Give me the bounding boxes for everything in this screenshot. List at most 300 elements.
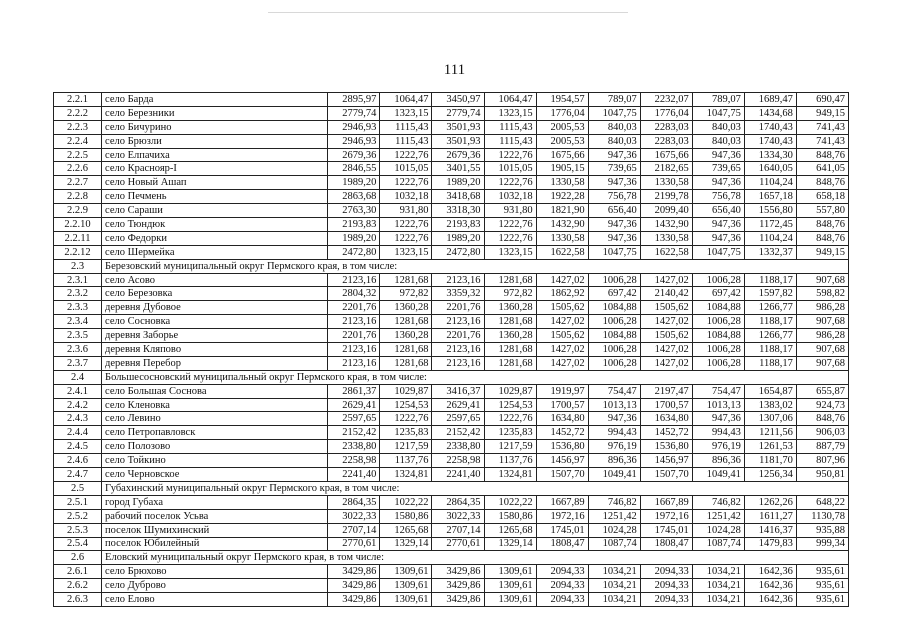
value-cell: 2123,16 xyxy=(432,356,484,370)
value-cell: 1323,15 xyxy=(380,245,432,259)
row-code: 2.4.1 xyxy=(54,384,102,398)
value-cell: 947,36 xyxy=(588,218,640,232)
value-cell: 931,80 xyxy=(484,204,536,218)
settlement-name: деревня Перебор xyxy=(102,356,328,370)
settlement-name: поселок Шумихинский xyxy=(102,523,328,537)
value-cell: 1115,43 xyxy=(484,120,536,134)
value-cell: 2094,33 xyxy=(536,565,588,579)
value-cell: 1642,36 xyxy=(744,565,796,579)
tariff-table xyxy=(53,92,849,607)
value-cell: 1034,21 xyxy=(692,593,744,607)
value-cell: 1536,80 xyxy=(640,440,692,454)
value-cell: 947,36 xyxy=(692,176,744,190)
value-cell: 739,65 xyxy=(588,162,640,176)
value-cell: 2338,80 xyxy=(328,440,380,454)
value-cell: 2946,93 xyxy=(328,134,380,148)
value-cell: 1309,61 xyxy=(380,579,432,593)
value-cell: 1034,21 xyxy=(588,593,640,607)
value-cell: 1084,88 xyxy=(588,329,640,343)
table-row xyxy=(54,204,849,218)
value-cell: 1222,76 xyxy=(380,231,432,245)
value-cell: 1330,58 xyxy=(536,231,588,245)
value-cell: 746,82 xyxy=(692,495,744,509)
row-code: 2.4.4 xyxy=(54,426,102,440)
value-cell: 848,76 xyxy=(796,148,848,162)
value-cell: 598,82 xyxy=(796,287,848,301)
value-cell: 3429,86 xyxy=(328,579,380,593)
row-code: 2.2.5 xyxy=(54,148,102,162)
value-cell: 1329,14 xyxy=(484,537,536,551)
value-cell: 994,43 xyxy=(588,426,640,440)
table-row xyxy=(54,384,849,398)
table-row xyxy=(54,93,849,107)
value-cell: 1675,66 xyxy=(536,148,588,162)
value-cell: 1507,70 xyxy=(640,468,692,482)
value-cell: 1479,83 xyxy=(744,537,796,551)
value-cell: 848,76 xyxy=(796,231,848,245)
value-cell: 2338,80 xyxy=(432,440,484,454)
value-cell: 976,19 xyxy=(692,440,744,454)
row-code: 2.3.3 xyxy=(54,301,102,315)
row-code: 2.5 xyxy=(54,481,102,495)
value-cell: 1006,28 xyxy=(588,343,640,357)
value-cell: 947,36 xyxy=(692,412,744,426)
row-code: 2.6.1 xyxy=(54,565,102,579)
value-cell: 2140,42 xyxy=(640,287,692,301)
settlement-name: поселок Юбилейный xyxy=(102,537,328,551)
value-cell: 656,40 xyxy=(692,204,744,218)
table-row xyxy=(54,120,849,134)
value-cell: 2258,98 xyxy=(432,454,484,468)
table-row xyxy=(54,593,849,607)
value-cell: 1427,02 xyxy=(640,273,692,287)
value-cell: 1047,75 xyxy=(692,245,744,259)
settlement-name: село Сосновка xyxy=(102,315,328,329)
table-row xyxy=(54,412,849,426)
value-cell: 1047,75 xyxy=(588,106,640,120)
settlement-name: село Брюхово xyxy=(102,565,328,579)
value-cell: 1821,90 xyxy=(536,204,588,218)
settlement-name: деревня Дубовое xyxy=(102,301,328,315)
value-cell: 3429,86 xyxy=(432,579,484,593)
value-cell: 655,87 xyxy=(796,384,848,398)
value-cell: 3022,33 xyxy=(432,509,484,523)
value-cell: 1642,36 xyxy=(744,579,796,593)
value-cell: 3501,93 xyxy=(432,120,484,134)
value-cell: 1087,74 xyxy=(692,537,744,551)
row-code: 2.3.1 xyxy=(54,273,102,287)
value-cell: 1309,61 xyxy=(380,593,432,607)
value-cell: 1034,21 xyxy=(588,565,640,579)
value-cell: 1611,27 xyxy=(744,509,796,523)
row-code: 2.2.10 xyxy=(54,218,102,232)
value-cell: 1324,81 xyxy=(484,468,536,482)
value-cell: 986,28 xyxy=(796,329,848,343)
value-cell: 1905,15 xyxy=(536,162,588,176)
scan-artifact-line xyxy=(268,12,628,13)
value-cell: 2770,61 xyxy=(328,537,380,551)
value-cell: 1740,43 xyxy=(744,134,796,148)
settlement-name: рабочий поселок Усьва xyxy=(102,509,328,523)
table-row xyxy=(54,301,849,315)
value-cell: 2763,30 xyxy=(328,204,380,218)
value-cell: 1281,68 xyxy=(484,273,536,287)
table-row xyxy=(54,440,849,454)
value-cell: 641,05 xyxy=(796,162,848,176)
value-cell: 1235,83 xyxy=(380,426,432,440)
settlement-name: село Шермейка xyxy=(102,245,328,259)
page-number: 111 xyxy=(443,62,466,78)
section-title: Большесосновский муниципальный округ Пермского края, в том числе: xyxy=(102,370,849,384)
value-cell: 1383,02 xyxy=(744,398,796,412)
value-cell: 1022,22 xyxy=(484,495,536,509)
value-cell: 1507,70 xyxy=(536,468,588,482)
value-cell: 1329,14 xyxy=(380,537,432,551)
value-cell: 3418,68 xyxy=(432,190,484,204)
settlement-name: село Полозово xyxy=(102,440,328,454)
value-cell: 950,81 xyxy=(796,468,848,482)
row-code: 2.2.12 xyxy=(54,245,102,259)
value-cell: 907,68 xyxy=(796,273,848,287)
value-cell: 1972,16 xyxy=(640,509,692,523)
value-cell: 2094,33 xyxy=(536,579,588,593)
value-cell: 1427,02 xyxy=(640,356,692,370)
value-cell: 1049,41 xyxy=(692,468,744,482)
settlement-name: село Большая Соснова xyxy=(102,384,328,398)
value-cell: 2864,35 xyxy=(328,495,380,509)
value-cell: 2258,98 xyxy=(328,454,380,468)
row-code: 2.3.7 xyxy=(54,356,102,370)
value-cell: 3450,97 xyxy=(432,93,484,107)
value-cell: 1360,28 xyxy=(484,301,536,315)
value-cell: 1700,57 xyxy=(640,398,692,412)
value-cell: 947,36 xyxy=(588,412,640,426)
value-cell: 1222,76 xyxy=(484,148,536,162)
value-cell: 1989,20 xyxy=(432,176,484,190)
value-cell: 557,80 xyxy=(796,204,848,218)
value-cell: 1222,76 xyxy=(380,218,432,232)
value-cell: 1281,68 xyxy=(380,343,432,357)
value-cell: 2094,33 xyxy=(536,593,588,607)
row-code: 2.4 xyxy=(54,370,102,384)
value-cell: 1281,68 xyxy=(484,343,536,357)
value-cell: 1332,37 xyxy=(744,245,796,259)
row-code: 2.3.6 xyxy=(54,343,102,357)
value-cell: 1006,28 xyxy=(692,273,744,287)
table-row xyxy=(54,148,849,162)
value-cell: 949,15 xyxy=(796,106,848,120)
row-code: 2.2.4 xyxy=(54,134,102,148)
value-cell: 906,03 xyxy=(796,426,848,440)
value-cell: 1281,68 xyxy=(484,315,536,329)
value-cell: 1254,53 xyxy=(484,398,536,412)
value-cell: 1115,43 xyxy=(380,134,432,148)
value-cell: 2472,80 xyxy=(328,245,380,259)
value-cell: 1989,20 xyxy=(328,231,380,245)
value-cell: 2201,76 xyxy=(328,301,380,315)
table-row xyxy=(54,454,849,468)
value-cell: 658,18 xyxy=(796,190,848,204)
value-cell: 2123,16 xyxy=(432,343,484,357)
value-cell: 2182,65 xyxy=(640,162,692,176)
value-cell: 1115,43 xyxy=(484,134,536,148)
value-cell: 1256,34 xyxy=(744,468,796,482)
value-cell: 1104,24 xyxy=(744,176,796,190)
value-cell: 1330,58 xyxy=(640,231,692,245)
value-cell: 2199,78 xyxy=(640,190,692,204)
settlement-name: село Березовка xyxy=(102,287,328,301)
value-cell: 1047,75 xyxy=(692,106,744,120)
table-row xyxy=(54,162,849,176)
value-cell: 2283,03 xyxy=(640,120,692,134)
value-cell: 2779,74 xyxy=(328,106,380,120)
row-code: 2.2.3 xyxy=(54,120,102,134)
value-cell: 2679,36 xyxy=(328,148,380,162)
value-cell: 741,43 xyxy=(796,134,848,148)
value-cell: 907,68 xyxy=(796,315,848,329)
value-cell: 935,61 xyxy=(796,579,848,593)
value-cell: 2804,32 xyxy=(328,287,380,301)
value-cell: 1217,59 xyxy=(484,440,536,454)
value-cell: 848,76 xyxy=(796,176,848,190)
value-cell: 1776,04 xyxy=(640,106,692,120)
value-cell: 1745,01 xyxy=(536,523,588,537)
row-code: 2.4.6 xyxy=(54,454,102,468)
value-cell: 1667,89 xyxy=(536,495,588,509)
value-cell: 1188,17 xyxy=(744,273,796,287)
value-cell: 1323,15 xyxy=(484,106,536,120)
row-code: 2.5.4 xyxy=(54,537,102,551)
value-cell: 1432,90 xyxy=(640,218,692,232)
value-cell: 1427,02 xyxy=(640,315,692,329)
value-cell: 2123,16 xyxy=(328,273,380,287)
value-cell: 1265,68 xyxy=(380,523,432,537)
row-code: 2.4.2 xyxy=(54,398,102,412)
value-cell: 697,42 xyxy=(692,287,744,301)
value-cell: 999,34 xyxy=(796,537,848,551)
value-cell: 1262,26 xyxy=(744,495,796,509)
value-cell: 1360,28 xyxy=(380,329,432,343)
value-cell: 1427,02 xyxy=(536,273,588,287)
table-row xyxy=(54,218,849,232)
settlement-name: село Брюзли xyxy=(102,134,328,148)
value-cell: 1281,68 xyxy=(380,356,432,370)
value-cell: 896,36 xyxy=(588,454,640,468)
value-cell: 1222,76 xyxy=(380,148,432,162)
value-cell: 1029,87 xyxy=(380,384,432,398)
value-cell: 2597,65 xyxy=(432,412,484,426)
value-cell: 1309,61 xyxy=(484,565,536,579)
value-cell: 947,36 xyxy=(588,176,640,190)
section-row xyxy=(54,259,849,273)
table-row xyxy=(54,356,849,370)
value-cell: 1015,05 xyxy=(380,162,432,176)
table-row xyxy=(54,245,849,259)
value-cell: 1622,58 xyxy=(640,245,692,259)
value-cell: 1084,88 xyxy=(588,301,640,315)
table-row xyxy=(54,579,849,593)
value-cell: 935,61 xyxy=(796,565,848,579)
value-cell: 1084,88 xyxy=(692,301,744,315)
table-row xyxy=(54,398,849,412)
value-cell: 2597,65 xyxy=(328,412,380,426)
value-cell: 1013,13 xyxy=(588,398,640,412)
value-cell: 1505,62 xyxy=(536,329,588,343)
settlement-name: деревня Заборье xyxy=(102,329,328,343)
row-code: 2.2.1 xyxy=(54,93,102,107)
value-cell: 1032,18 xyxy=(484,190,536,204)
value-cell: 947,36 xyxy=(588,231,640,245)
value-cell: 1235,83 xyxy=(484,426,536,440)
row-code: 2.5.3 xyxy=(54,523,102,537)
row-code: 2.2.9 xyxy=(54,204,102,218)
value-cell: 2241,40 xyxy=(328,468,380,482)
value-cell: 1265,68 xyxy=(484,523,536,537)
settlement-name: село Березники xyxy=(102,106,328,120)
value-cell: 2201,76 xyxy=(432,329,484,343)
section-row xyxy=(54,370,849,384)
row-code: 2.2.2 xyxy=(54,106,102,120)
value-cell: 2241,40 xyxy=(432,468,484,482)
value-cell: 887,79 xyxy=(796,440,848,454)
value-cell: 924,73 xyxy=(796,398,848,412)
settlement-name: село Бичурино xyxy=(102,120,328,134)
value-cell: 1667,89 xyxy=(640,495,692,509)
value-cell: 754,47 xyxy=(692,384,744,398)
value-cell: 807,96 xyxy=(796,454,848,468)
table-row xyxy=(54,343,849,357)
value-cell: 1309,61 xyxy=(484,579,536,593)
value-cell: 1049,41 xyxy=(588,468,640,482)
value-cell: 1211,56 xyxy=(744,426,796,440)
value-cell: 2094,33 xyxy=(640,593,692,607)
value-cell: 1654,87 xyxy=(744,384,796,398)
value-cell: 754,47 xyxy=(588,384,640,398)
value-cell: 1456,97 xyxy=(640,454,692,468)
value-cell: 1330,58 xyxy=(640,176,692,190)
value-cell: 931,80 xyxy=(380,204,432,218)
value-cell: 3401,55 xyxy=(432,162,484,176)
value-cell: 1745,01 xyxy=(640,523,692,537)
value-cell: 840,03 xyxy=(588,120,640,134)
value-cell: 848,76 xyxy=(796,412,848,426)
value-cell: 1137,76 xyxy=(484,454,536,468)
settlement-name: деревня Кляпово xyxy=(102,343,328,357)
settlement-name: село Кленовка xyxy=(102,398,328,412)
value-cell: 3429,86 xyxy=(432,593,484,607)
row-code: 2.6.2 xyxy=(54,579,102,593)
value-cell: 1808,47 xyxy=(640,537,692,551)
value-cell: 2629,41 xyxy=(432,398,484,412)
value-cell: 1251,42 xyxy=(692,509,744,523)
value-cell: 2005,53 xyxy=(536,134,588,148)
value-cell: 1006,28 xyxy=(692,343,744,357)
value-cell: 2283,03 xyxy=(640,134,692,148)
row-code: 2.2.11 xyxy=(54,231,102,245)
value-cell: 1323,15 xyxy=(484,245,536,259)
value-cell: 2472,80 xyxy=(432,245,484,259)
row-code: 2.4.5 xyxy=(54,440,102,454)
section-row xyxy=(54,551,849,565)
value-cell: 1740,43 xyxy=(744,120,796,134)
value-cell: 756,78 xyxy=(588,190,640,204)
value-cell: 1427,02 xyxy=(536,315,588,329)
value-cell: 2094,33 xyxy=(640,565,692,579)
value-cell: 1006,28 xyxy=(588,315,640,329)
settlement-name: село Барда xyxy=(102,93,328,107)
table-body xyxy=(54,93,849,607)
value-cell: 1222,76 xyxy=(380,412,432,426)
value-cell: 2629,41 xyxy=(328,398,380,412)
table-row xyxy=(54,523,849,537)
value-cell: 1222,76 xyxy=(380,176,432,190)
value-cell: 1281,68 xyxy=(380,273,432,287)
value-cell: 1181,70 xyxy=(744,454,796,468)
value-cell: 1307,06 xyxy=(744,412,796,426)
value-cell: 2193,83 xyxy=(432,218,484,232)
table-row xyxy=(54,329,849,343)
value-cell: 1580,86 xyxy=(484,509,536,523)
value-cell: 1505,62 xyxy=(640,329,692,343)
value-cell: 2123,16 xyxy=(328,315,380,329)
value-cell: 2123,16 xyxy=(432,315,484,329)
value-cell: 2707,14 xyxy=(328,523,380,537)
settlement-name: село Дуброво xyxy=(102,579,328,593)
settlement-name: село Левино xyxy=(102,412,328,426)
value-cell: 1456,97 xyxy=(536,454,588,468)
value-cell: 1556,80 xyxy=(744,204,796,218)
value-cell: 1505,62 xyxy=(640,301,692,315)
table-row xyxy=(54,190,849,204)
row-code: 2.2.6 xyxy=(54,162,102,176)
value-cell: 986,28 xyxy=(796,301,848,315)
value-cell: 1634,80 xyxy=(536,412,588,426)
value-cell: 741,43 xyxy=(796,120,848,134)
settlement-name: село Краснояр-I xyxy=(102,162,328,176)
value-cell: 3022,33 xyxy=(328,509,380,523)
section-title: Еловский муниципальный округ Пермского края, в том числе: xyxy=(102,551,849,565)
value-cell: 949,15 xyxy=(796,245,848,259)
value-cell: 1452,72 xyxy=(640,426,692,440)
settlement-name: село Черновское xyxy=(102,468,328,482)
value-cell: 972,82 xyxy=(484,287,536,301)
value-cell: 2123,16 xyxy=(328,343,380,357)
table-row xyxy=(54,273,849,287)
row-code: 2.4.3 xyxy=(54,412,102,426)
row-code: 2.2.7 xyxy=(54,176,102,190)
value-cell: 1416,37 xyxy=(744,523,796,537)
table-row xyxy=(54,468,849,482)
section-title: Березовский муниципальный округ Пермского края, в том числе: xyxy=(102,259,849,273)
value-cell: 2864,35 xyxy=(432,495,484,509)
value-cell: 1597,82 xyxy=(744,287,796,301)
table-row xyxy=(54,106,849,120)
value-cell: 1217,59 xyxy=(380,440,432,454)
value-cell: 1034,21 xyxy=(588,579,640,593)
value-cell: 1323,15 xyxy=(380,106,432,120)
value-cell: 1266,77 xyxy=(744,329,796,343)
value-cell: 1222,76 xyxy=(484,176,536,190)
value-cell: 1261,53 xyxy=(744,440,796,454)
value-cell: 2863,68 xyxy=(328,190,380,204)
value-cell: 3429,86 xyxy=(328,565,380,579)
value-cell: 1309,61 xyxy=(484,593,536,607)
value-cell: 697,42 xyxy=(588,287,640,301)
settlement-name: село Елпачиха xyxy=(102,148,328,162)
value-cell: 1254,53 xyxy=(380,398,432,412)
row-code: 2.2.8 xyxy=(54,190,102,204)
row-code: 2.5.2 xyxy=(54,509,102,523)
